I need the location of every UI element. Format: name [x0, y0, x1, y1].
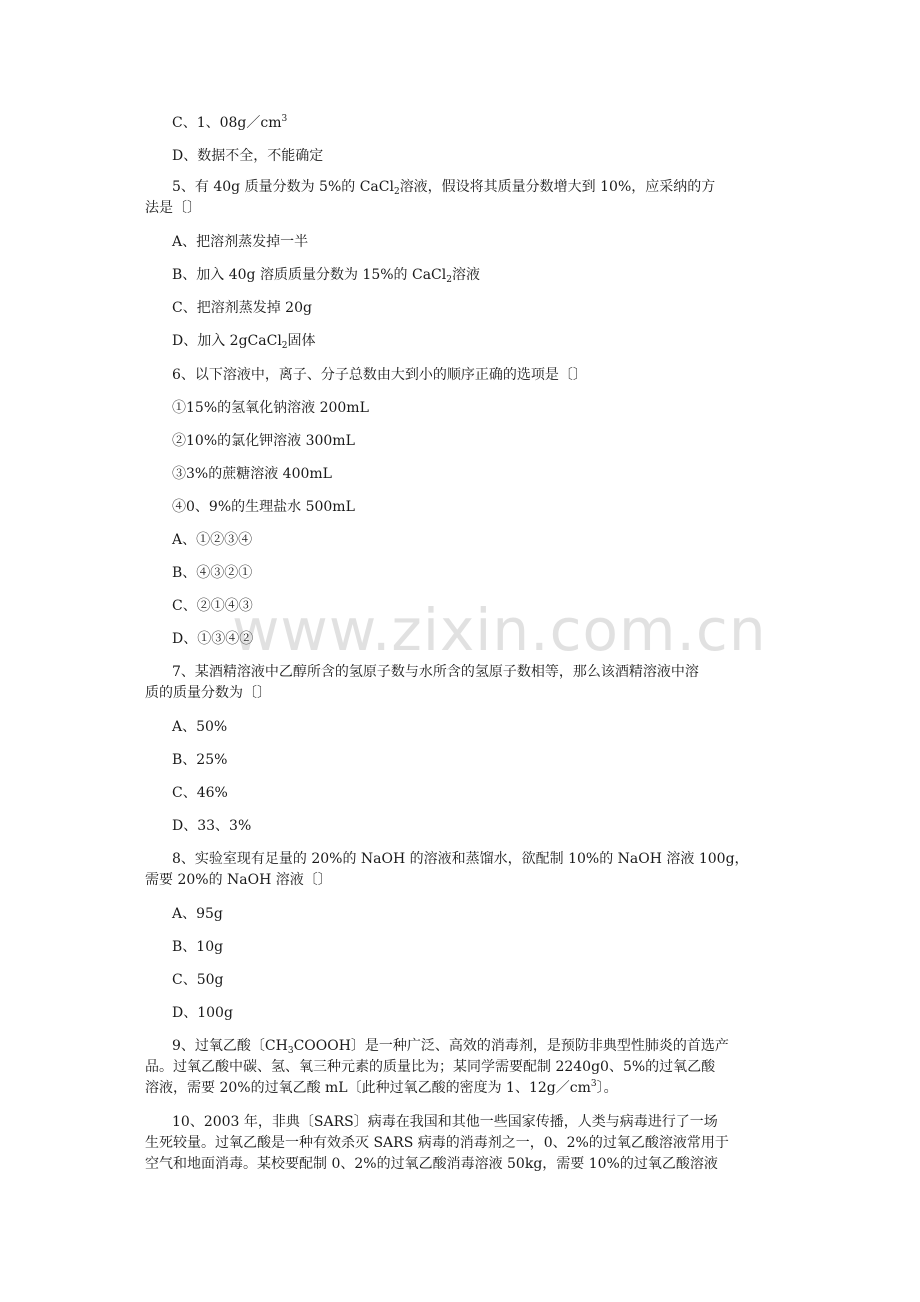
q7-option-a: A、50%	[172, 719, 228, 735]
q5-option-b: B、加入 40g 溶质质量分数为 15%的 CaCl$_2$溶液	[172, 267, 480, 285]
q6-item-1: ①15%的氢氧化钠溶液 200mL	[172, 400, 369, 416]
q6-option-a: A、①②③④	[172, 532, 253, 548]
q4-option-c: C、1、$08g/cm^3$	[172, 114, 288, 131]
q6-option-b: B、④③②①	[172, 565, 253, 581]
watermark: www.zixin.com.cn	[232, 596, 767, 664]
q8-option-a: A、95g	[172, 906, 223, 922]
q6-option-d: D、①③④②	[172, 631, 254, 647]
q6-item-4: ④0、9%的生理盐水 500mL	[172, 499, 355, 515]
question-10-stem: 10、2003 年，非典〔SARS〕病毒在我国和其他一些国家传播，人类与病毒进行了一场 生死较量。过氧乙酸是一种有效杀灭 SARS 病毒的消毒剂之一，0、2%的过氧乙酸溶液常用于 空气和地面消毒。某校要配制 0、2%的过氧乙酸消毒溶液 50kg，需要 10%的过氧乙酸溶液	[145, 1114, 729, 1172]
q7-option-c: C、46%	[172, 785, 228, 801]
q6-item-2: ②10%的氯化钾溶液 300mL	[172, 433, 355, 449]
question-8-stem: 8、实验室现有足量的 20%的 NaOH 的溶液和蒸馏水，欲配制 10%的 NaOH 溶液 100g， 需要 20%的 NaOH 溶液〔〕	[145, 851, 749, 888]
q5-option-c: C、把溶剂蒸发掉 20g	[172, 300, 312, 316]
q8-option-d: D、100g	[172, 1005, 233, 1021]
q5-option-d: D、加入 2gCaCl$_2$固体	[172, 333, 316, 351]
q6-item-3: ③3%的蔗糖溶液 400mL	[172, 466, 332, 482]
q7-option-d: D、33、3%	[172, 818, 252, 834]
q8-option-b: B、10g	[172, 939, 224, 955]
question-7-stem: 7、某酒精溶液中乙醇所含的氢原子数与水所含的氢原子数相等，那么该酒精溶液中溶 质的质量分数为〔〕	[145, 664, 699, 701]
q6-option-c: C、②①④③	[172, 598, 253, 614]
question-9-stem: 9、过氧乙酸〔$CH_3COOOH$〕是一种广泛、高效的消毒剂，是预防非典型性肺炎的首选产 品。过氧乙酸中碳、氢、氧三种元素的质量比为；某同学需要配制 2240g0、5%的过氧乙酸 溶液，需要 20%的过氧乙酸 mL〔此种过氧乙酸的密度为 1、$12g/cm^3$〕。	[145, 1038, 729, 1096]
q7-option-b: B、25%	[172, 752, 228, 768]
question-6-stem: 6、以下溶液中，离子、分子总数由大到小的顺序正确的选项是〔〕	[172, 367, 587, 383]
q5-option-a: A、把溶剂蒸发掉一半	[172, 234, 309, 250]
question-5-stem: 5、有 40g 质量分数为 5%的 CaCl$_2$溶液，假设将其质量分数增大到 10%，应采纳的方 法是〔〕	[145, 179, 716, 216]
q4-option-d: D、数据不全，不能确定	[172, 148, 324, 164]
q8-option-c: C、50g	[172, 972, 224, 988]
